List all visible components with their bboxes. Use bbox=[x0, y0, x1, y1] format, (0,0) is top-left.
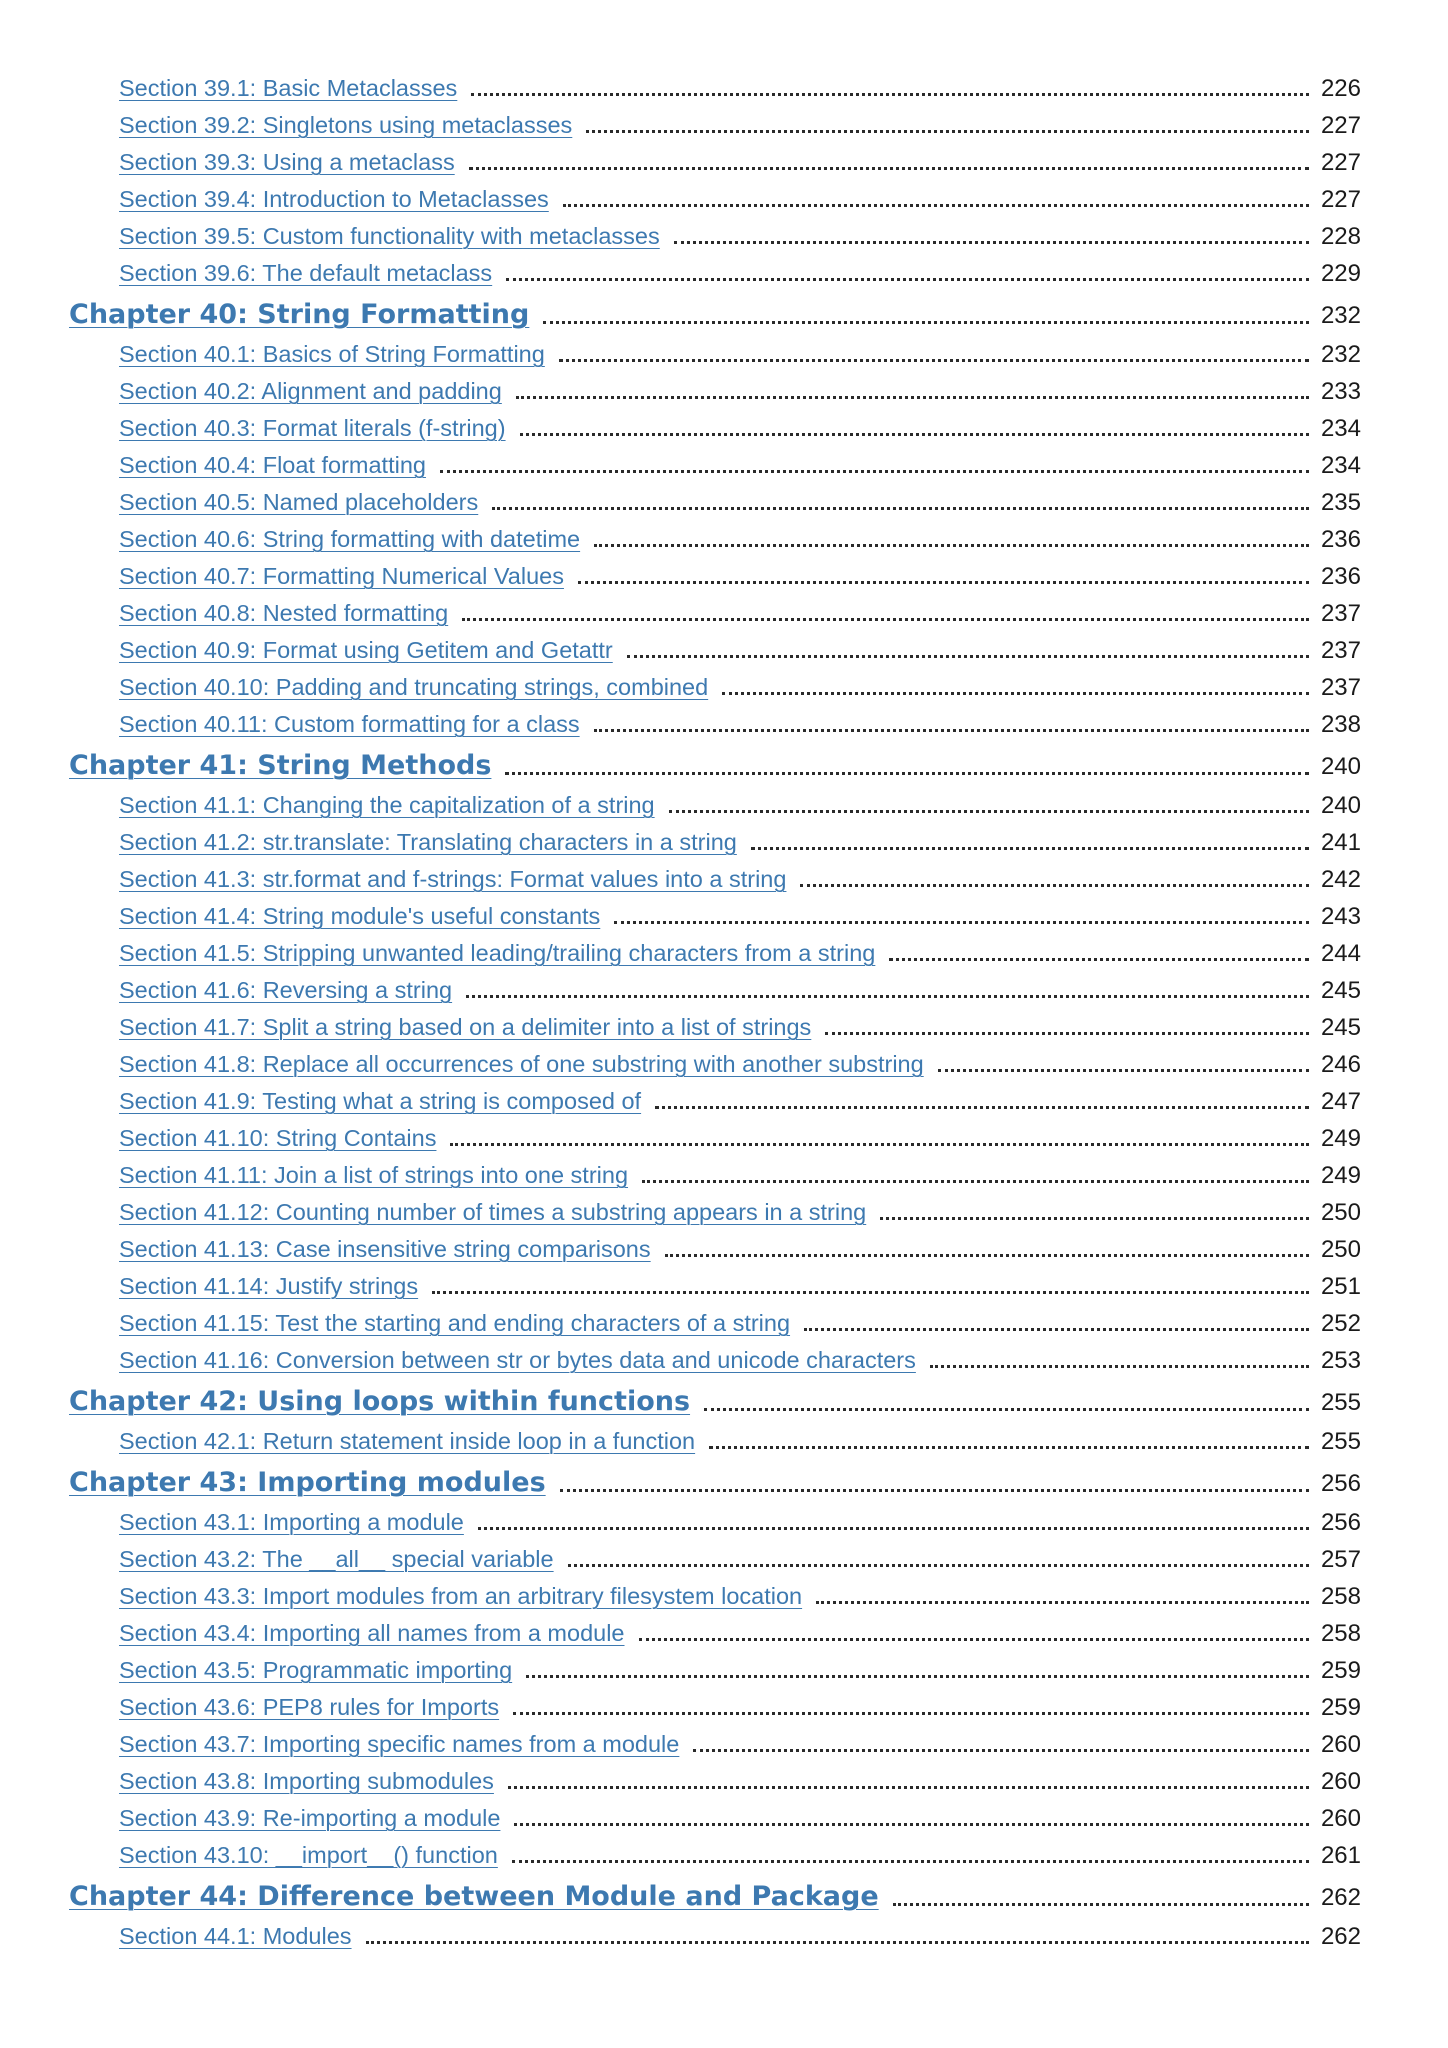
page-number: 237 bbox=[1320, 600, 1361, 627]
page-number: 235 bbox=[1320, 489, 1361, 516]
toc-section-entry bbox=[69, 669, 1361, 706]
section-title-link[interactable]: Section 41.14: Justify strings bbox=[119, 1273, 419, 1299]
toc-section-entry bbox=[69, 935, 1361, 972]
toc-section-entry bbox=[69, 107, 1361, 144]
dot-leader bbox=[804, 1328, 1309, 1331]
dot-leader bbox=[505, 772, 1309, 775]
dot-leader bbox=[693, 1749, 1309, 1752]
chapter-title-link[interactable]: Chapter 44: Difference between Module and Package bbox=[69, 1881, 879, 1912]
page-number: 249 bbox=[1320, 1125, 1361, 1152]
section-title-link[interactable]: Section 41.15: Test the starting and ending characters of a string bbox=[119, 1310, 791, 1336]
toc-section-entry bbox=[69, 1504, 1361, 1541]
page-number: 252 bbox=[1320, 1310, 1361, 1337]
dot-leader bbox=[568, 1564, 1309, 1567]
page-number: 234 bbox=[1320, 452, 1361, 479]
section-title-link[interactable]: Section 43.8: Importing submodules bbox=[119, 1768, 494, 1794]
toc-section-entry bbox=[69, 595, 1361, 632]
page-number: 260 bbox=[1320, 1768, 1361, 1795]
page-number: 259 bbox=[1320, 1657, 1361, 1684]
toc-section-entry bbox=[69, 1083, 1361, 1120]
dot-leader bbox=[938, 1069, 1309, 1072]
dot-leader bbox=[440, 470, 1309, 473]
toc-section-entry bbox=[69, 1652, 1361, 1689]
toc-section-entry bbox=[69, 447, 1361, 484]
toc-section-entry bbox=[69, 1800, 1361, 1837]
dot-leader bbox=[665, 1254, 1309, 1257]
dot-leader bbox=[478, 1527, 1309, 1530]
dot-leader bbox=[469, 167, 1309, 170]
page-number: 237 bbox=[1320, 674, 1361, 701]
section-title-link[interactable]: Section 41.12: Counting number of times a substring appears in a string bbox=[119, 1199, 867, 1225]
page-number: 228 bbox=[1320, 223, 1361, 250]
toc-section-entry bbox=[69, 70, 1361, 107]
page-number: 256 bbox=[1320, 1470, 1361, 1497]
toc-section-entry bbox=[69, 1726, 1361, 1763]
dot-leader bbox=[526, 1675, 1309, 1678]
toc-section-entry bbox=[69, 1837, 1361, 1874]
page-number: 240 bbox=[1320, 792, 1361, 819]
page-number: 241 bbox=[1320, 829, 1361, 856]
section-title-link[interactable]: Section 40.4: Float formatting bbox=[119, 452, 426, 478]
dot-leader bbox=[893, 1903, 1309, 1906]
page-number: 256 bbox=[1320, 1509, 1361, 1536]
dot-leader bbox=[594, 729, 1309, 732]
toc-section-entry bbox=[69, 255, 1361, 292]
section-title-link[interactable]: Section 41.4: String module's useful constants bbox=[119, 903, 601, 929]
page-number: 227 bbox=[1320, 112, 1361, 139]
toc-section-entry bbox=[69, 558, 1361, 595]
page-number: 236 bbox=[1320, 563, 1361, 590]
section-title-link[interactable]: Section 40.11: Custom formatting for a class bbox=[119, 711, 580, 737]
section-title-link[interactable]: Section 43.3: Import modules from an arbitrary filesystem location bbox=[119, 1583, 803, 1609]
dot-leader bbox=[366, 1941, 1309, 1944]
dot-leader bbox=[450, 1143, 1309, 1146]
dot-leader bbox=[578, 581, 1309, 584]
toc-section-entry bbox=[69, 410, 1361, 447]
toc-chapter-entry bbox=[69, 1876, 1361, 1918]
dot-leader bbox=[627, 655, 1309, 658]
dot-leader bbox=[512, 1860, 1309, 1863]
dot-leader bbox=[614, 921, 1309, 924]
dot-leader bbox=[560, 1489, 1309, 1492]
toc-section-entry bbox=[69, 1157, 1361, 1194]
toc-section-entry bbox=[69, 1305, 1361, 1342]
dot-leader bbox=[520, 433, 1309, 436]
table-of-contents bbox=[69, 70, 1361, 1955]
toc-chapter-entry bbox=[69, 745, 1361, 787]
page-number: 232 bbox=[1320, 302, 1361, 329]
page-number: 262 bbox=[1320, 1884, 1361, 1911]
toc-section-entry bbox=[69, 1120, 1361, 1157]
toc-chapter-entry bbox=[69, 294, 1361, 336]
dot-leader bbox=[674, 241, 1309, 244]
dot-leader bbox=[751, 847, 1309, 850]
toc-section-entry bbox=[69, 1194, 1361, 1231]
toc-section-entry bbox=[69, 1342, 1361, 1379]
dot-leader bbox=[880, 1217, 1309, 1220]
toc-section-entry bbox=[69, 861, 1361, 898]
section-title-link[interactable]: Section 41.1: Changing the capitalization of a string bbox=[119, 792, 655, 818]
section-title-link[interactable]: Section 41.2: str.translate: Translating characters in a string bbox=[119, 829, 737, 855]
section-title-link[interactable]: Section 40.5: Named placeholders bbox=[119, 489, 479, 515]
page-number: 240 bbox=[1320, 753, 1361, 780]
toc-section-entry bbox=[69, 373, 1361, 410]
toc-section-entry bbox=[69, 787, 1361, 824]
page-number: 250 bbox=[1320, 1199, 1361, 1226]
section-title-link[interactable]: Section 40.10: Padding and truncating strings, combined bbox=[119, 674, 709, 700]
page-number: 251 bbox=[1320, 1273, 1361, 1300]
section-title-link[interactable]: Section 43.5: Programmatic importing bbox=[119, 1657, 513, 1683]
toc-section-entry bbox=[69, 1615, 1361, 1652]
toc-section-entry bbox=[69, 1763, 1361, 1800]
dot-leader bbox=[462, 618, 1309, 621]
toc-section-entry bbox=[69, 181, 1361, 218]
dot-leader bbox=[492, 507, 1309, 510]
dot-leader bbox=[825, 1032, 1309, 1035]
page-number: 232 bbox=[1320, 341, 1361, 368]
section-title-link[interactable]: Section 41.10: String Contains bbox=[119, 1125, 437, 1151]
section-title-link[interactable]: Section 42.1: Return statement inside loop in a function bbox=[119, 1428, 696, 1454]
page-number: 249 bbox=[1320, 1162, 1361, 1189]
toc-section-entry bbox=[69, 144, 1361, 181]
section-title-link[interactable]: Section 40.2: Alignment and padding bbox=[119, 378, 502, 404]
section-title-link[interactable]: Section 39.4: Introduction to Metaclasses bbox=[119, 186, 549, 212]
section-title-link[interactable]: Section 41.8: Replace all occurrences of one substring with another substring bbox=[119, 1051, 924, 1077]
toc-section-entry bbox=[69, 632, 1361, 669]
section-title-link[interactable]: Section 43.9: Re-importing a module bbox=[119, 1805, 501, 1831]
dot-leader bbox=[559, 359, 1309, 362]
toc-section-entry bbox=[69, 898, 1361, 935]
dot-leader bbox=[586, 130, 1309, 133]
page-number: 255 bbox=[1320, 1428, 1361, 1455]
toc-section-entry bbox=[69, 1231, 1361, 1268]
toc-section-entry bbox=[69, 1009, 1361, 1046]
dot-leader bbox=[709, 1446, 1309, 1449]
chapter-title-link[interactable]: Chapter 43: Importing modules bbox=[69, 1467, 546, 1498]
toc-chapter-entry bbox=[69, 1462, 1361, 1504]
page-number: 260 bbox=[1320, 1731, 1361, 1758]
section-title-link[interactable]: Section 39.2: Singletons using metaclasses bbox=[119, 112, 573, 138]
page-number: 262 bbox=[1320, 1923, 1361, 1950]
page-number: 227 bbox=[1320, 149, 1361, 176]
page-number: 259 bbox=[1320, 1694, 1361, 1721]
section-title-link[interactable]: Section 39.1: Basic Metaclasses bbox=[119, 75, 458, 101]
section-title-link[interactable]: Section 40.9: Format using Getitem and Getattr bbox=[119, 637, 613, 663]
dot-leader bbox=[432, 1291, 1309, 1294]
section-title-link[interactable]: Section 41.3: str.format and f-strings: Format values into a string bbox=[119, 866, 787, 892]
toc-section-entry bbox=[69, 336, 1361, 373]
page-number: 233 bbox=[1320, 378, 1361, 405]
page-number: 257 bbox=[1320, 1546, 1361, 1573]
section-title-link[interactable]: Section 40.8: Nested formatting bbox=[119, 600, 449, 626]
toc-section-entry bbox=[69, 1918, 1361, 1955]
dot-leader bbox=[466, 995, 1309, 998]
section-title-link[interactable]: Section 41.13: Case insensitive string comparisons bbox=[119, 1236, 651, 1262]
toc-section-entry bbox=[69, 484, 1361, 521]
dot-leader bbox=[514, 1823, 1309, 1826]
dot-leader bbox=[722, 692, 1309, 695]
toc-section-entry bbox=[69, 1541, 1361, 1578]
section-title-link[interactable]: Section 43.7: Importing specific names from a module bbox=[119, 1731, 680, 1757]
section-title-link[interactable]: Section 39.6: The default metaclass bbox=[119, 260, 493, 286]
dot-leader bbox=[800, 884, 1309, 887]
section-title-link[interactable]: Section 43.4: Importing all names from a module bbox=[119, 1620, 625, 1646]
toc-section-entry bbox=[69, 1689, 1361, 1726]
page-number: 253 bbox=[1320, 1347, 1361, 1374]
page-number: 247 bbox=[1320, 1088, 1361, 1115]
section-title-link[interactable]: Section 41.6: Reversing a string bbox=[119, 977, 453, 1003]
page-number: 238 bbox=[1320, 711, 1361, 738]
section-title-link[interactable]: Section 40.6: String formatting with datetime bbox=[119, 526, 581, 552]
toc-section-entry bbox=[69, 521, 1361, 558]
section-title-link[interactable]: Section 41.7: Split a string based on a delimiter into a list of strings bbox=[119, 1014, 812, 1040]
toc-section-entry bbox=[69, 706, 1361, 743]
dot-leader bbox=[543, 321, 1309, 324]
page-number: 258 bbox=[1320, 1583, 1361, 1610]
dot-leader bbox=[471, 93, 1309, 96]
page-number: 234 bbox=[1320, 415, 1361, 442]
toc-section-entry bbox=[69, 1578, 1361, 1615]
page-number: 255 bbox=[1320, 1389, 1361, 1416]
dot-leader bbox=[506, 278, 1309, 281]
page-number: 258 bbox=[1320, 1620, 1361, 1647]
section-title-link[interactable]: Section 39.3: Using a metaclass bbox=[119, 149, 455, 175]
chapter-title-link[interactable]: Chapter 41: String Methods bbox=[69, 750, 492, 781]
toc-section-entry bbox=[69, 972, 1361, 1009]
toc-section-entry bbox=[69, 824, 1361, 861]
page-number: 226 bbox=[1320, 75, 1361, 102]
toc-chapter-entry bbox=[69, 1381, 1361, 1423]
section-title-link[interactable]: Section 43.10: __import__() function bbox=[119, 1842, 498, 1868]
dot-leader bbox=[669, 810, 1309, 813]
section-title-link[interactable]: Section 41.11: Join a list of strings into one string bbox=[119, 1162, 629, 1188]
section-title-link[interactable]: Section 40.7: Formatting Numerical Values bbox=[119, 563, 564, 589]
section-title-link[interactable]: Section 43.6: PEP8 rules for Imports bbox=[119, 1694, 500, 1720]
page-number: 260 bbox=[1320, 1805, 1361, 1832]
page-number: 245 bbox=[1320, 1014, 1361, 1041]
page-number: 227 bbox=[1320, 186, 1361, 213]
section-title-link[interactable]: Section 40.3: Format literals (f-string) bbox=[119, 415, 506, 441]
dot-leader bbox=[930, 1365, 1309, 1368]
dot-leader bbox=[563, 204, 1309, 207]
page-number: 245 bbox=[1320, 977, 1361, 1004]
page-number: 244 bbox=[1320, 940, 1361, 967]
toc-section-entry bbox=[69, 218, 1361, 255]
page-number: 236 bbox=[1320, 526, 1361, 553]
section-title-link[interactable]: Section 41.5: Stripping unwanted leading/trailing characters from a string bbox=[119, 940, 876, 966]
section-title-link[interactable]: Section 41.16: Conversion between str or bytes data and unicode characters bbox=[119, 1347, 916, 1373]
chapter-title-link[interactable]: Chapter 40: String Formatting bbox=[69, 299, 530, 330]
dot-leader bbox=[594, 544, 1309, 547]
dot-leader bbox=[642, 1180, 1309, 1183]
page-number: 261 bbox=[1320, 1842, 1361, 1869]
toc-section-entry bbox=[69, 1046, 1361, 1083]
toc-section-entry bbox=[69, 1423, 1361, 1460]
dot-leader bbox=[655, 1106, 1309, 1109]
dot-leader bbox=[816, 1601, 1309, 1604]
toc-section-entry bbox=[69, 1268, 1361, 1305]
page-number: 229 bbox=[1320, 260, 1361, 287]
page-number: 237 bbox=[1320, 637, 1361, 664]
section-title-link[interactable]: Section 40.1: Basics of String Formatting bbox=[119, 341, 545, 367]
dot-leader bbox=[516, 396, 1309, 399]
dot-leader bbox=[704, 1408, 1309, 1411]
section-title-link[interactable]: Section 43.2: The __all__ special variable bbox=[119, 1546, 554, 1572]
page-number: 242 bbox=[1320, 866, 1361, 893]
page-number: 250 bbox=[1320, 1236, 1361, 1263]
chapter-title-link[interactable]: Chapter 42: Using loops within functions bbox=[69, 1386, 691, 1417]
section-title-link[interactable]: Section 44.1: Modules bbox=[119, 1923, 352, 1949]
section-title-link[interactable]: Section 43.1: Importing a module bbox=[119, 1509, 464, 1535]
section-title-link[interactable]: Section 39.5: Custom functionality with metaclasses bbox=[119, 223, 660, 249]
dot-leader bbox=[513, 1712, 1309, 1715]
dot-leader bbox=[508, 1786, 1309, 1789]
page-number: 246 bbox=[1320, 1051, 1361, 1078]
dot-leader bbox=[889, 958, 1309, 961]
section-title-link[interactable]: Section 41.9: Testing what a string is composed of bbox=[119, 1088, 642, 1114]
page-number: 243 bbox=[1320, 903, 1361, 930]
dot-leader bbox=[639, 1638, 1309, 1641]
